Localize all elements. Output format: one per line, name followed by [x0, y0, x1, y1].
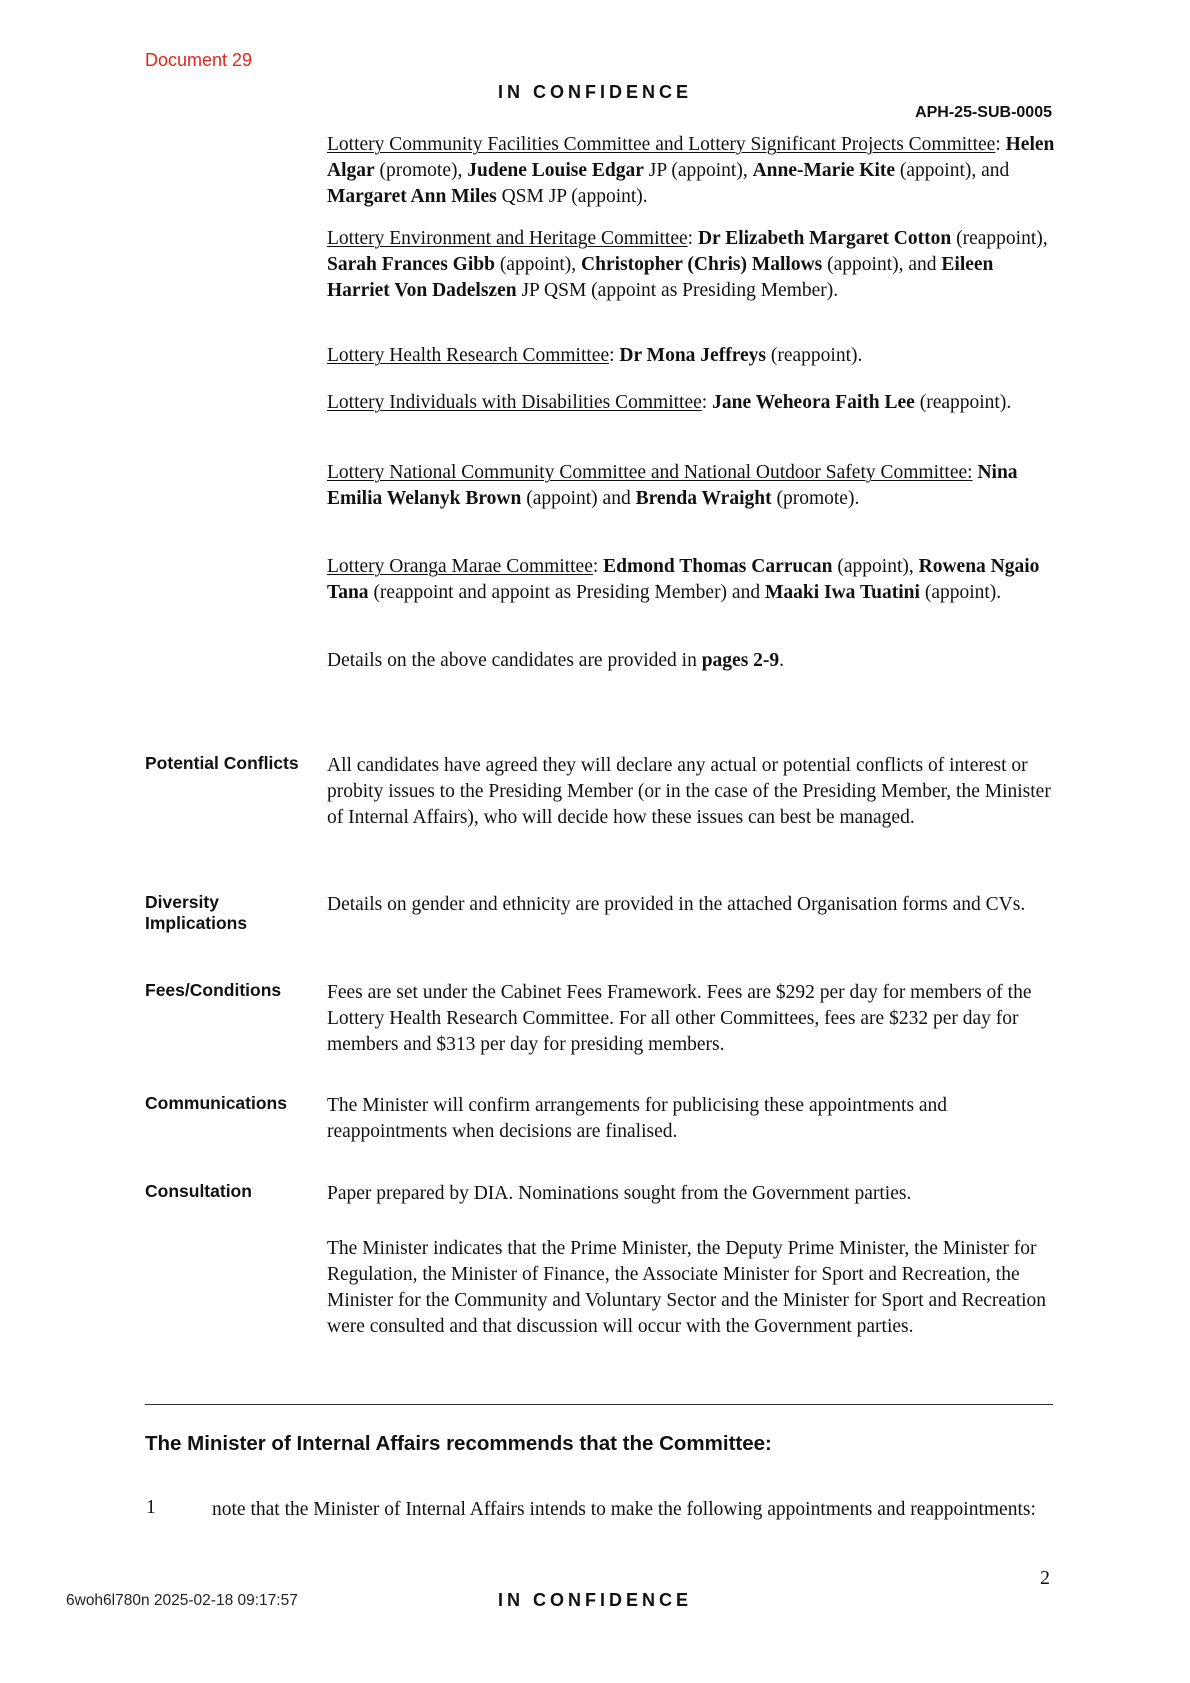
appointee-name: Eileen Harriet Von Dadelszen	[327, 254, 994, 301]
committee-paragraph: Lottery Oranga Marae Committee: Edmond Thomas Carrucan (appoint), Rowena Ngaio Tana (reappoint and appoint as Presiding Member) and Maaki Iwa Tuatini (appoint).	[327, 556, 1040, 603]
confidence-footer: IN CONFIDENCE	[497, 1590, 692, 1610]
label-diversity-implications: Diversity Implications	[145, 892, 248, 933]
appointee-name: Dr Elizabeth Margaret Cotton	[697, 228, 952, 249]
diversity-text: Details on gender and ethnicity are provided in the attached Organisation forms and CVs.	[327, 894, 1026, 915]
appointee-name: Judene Louise Edgar	[467, 160, 644, 181]
appointee-name: Rowena Ngaio Tana	[327, 556, 1040, 603]
appointee-name: Sarah Frances Gibb	[327, 254, 495, 275]
document-label: Document 29	[145, 50, 253, 70]
appointee-name: Brenda Wraight	[635, 488, 772, 509]
committee-paragraph: Lottery Health Research Committee: Dr Mona Jeffreys (reappoint).	[327, 345, 863, 366]
label-communications: Communications	[145, 1093, 287, 1113]
committee-name: Lottery Community Facilities Committee and Lottery Significant Projects Committee	[327, 134, 996, 155]
committee-name: Lottery Health Research Committee	[327, 345, 610, 366]
details-paragraph	[327, 648, 1057, 674]
recommendation-number: 1	[146, 1497, 156, 1518]
consultation-text-2: The Minister indicates that the Prime Minister, the Deputy Prime Minister, the Minister for Regulation, the Minister of Finance, the Associate Minister for Sport and Recreation, the Minister for the Community and Voluntary Sector and the Minister for Sport and Recreation were consulted and that discussion will occur with the Government parties.	[327, 1238, 1047, 1337]
footer-id-timestamp: 6woh6l780n 2025-02-18 09:17:57	[66, 1592, 298, 1609]
recommendation-heading: The Minister of Internal Affairs recommends that the Committee:	[145, 1432, 772, 1455]
committee-paragraph: Lottery National Community Committee and National Outdoor Safety Committee: Nina Emilia Welanyk Brown (appoint) and Brenda Wraight (promote).	[327, 462, 1018, 509]
confidence-header: IN CONFIDENCE	[497, 82, 692, 102]
committee-paragraph: Lottery Environment and Heritage Committee: Dr Elizabeth Margaret Cotton (reappoint), Sarah Frances Gibb (appoint), Christopher (Chris) Mallows (appoint), and Eileen Harriet Von Dadelszen JP QSM (appoint as Presiding Member).	[327, 228, 1048, 301]
appointee-name: Maaki Iwa Tuatini	[764, 582, 920, 603]
recommendation-text: note that the Minister of Internal Affairs intends to make the following appointments and reappointments:	[212, 1499, 1036, 1520]
section-divider	[145, 1404, 1053, 1405]
committee-name: Lottery Oranga Marae Committee	[327, 556, 593, 577]
appointee-name: Nina Emilia Welanyk Brown	[327, 462, 1018, 509]
details-pages: pages 2-9	[701, 650, 780, 671]
label-fees-conditions: Fees/Conditions	[145, 980, 282, 1000]
appointee-name: Christopher (Chris) Mallows	[581, 254, 823, 275]
committee-paragraph: Lottery Individuals with Disabilities Committee: Jane Weheora Faith Lee (reappoint).	[327, 392, 1012, 413]
details-end: .	[779, 650, 785, 671]
consultation-text: Paper prepared by DIA. Nominations sought from the Government parties.	[327, 1183, 912, 1204]
appointee-name: Edmond Thomas Carrucan	[603, 556, 833, 577]
committee-name: Lottery Individuals with Disabilities Committee	[327, 392, 702, 413]
fees-text: Fees are set under the Cabinet Fees Framework. Fees are $292 per day for members of the Lottery Health Research Committee. For all other Committees, fees are $232 per day for members and $313 per day for presiding members.	[327, 982, 1032, 1055]
appointee-name: Jane Weheora Faith Lee	[712, 392, 915, 413]
label-consultation: Consultation	[145, 1181, 252, 1201]
committee-name: Lottery Environment and Heritage Committee	[327, 228, 688, 249]
document-reference: APH-25-SUB-0005	[915, 104, 1052, 121]
details-text: Details on the above candidates are provided in	[327, 650, 702, 671]
committee-paragraph: Lottery Community Facilities Committee and Lottery Significant Projects Committee: Helen Algar (promote), Judene Louise Edgar JP (appoint), Anne-Marie Kite (appoint), and Margaret Ann Miles QSM JP (appoint).	[327, 134, 1055, 207]
appointee-name: Helen Algar	[327, 134, 1055, 181]
appointee-name: Dr Mona Jeffreys	[619, 345, 766, 366]
page-number: 2	[1040, 1567, 1050, 1589]
conflicts-text: All candidates have agreed they will declare any actual or potential conflicts of interest or probity issues to the Presiding Member (or in the case of the Presiding Member, the Minister of Internal Affairs), who will decide how these issues can best be managed.	[327, 755, 1051, 828]
committee-name: Lottery National Community Committee and National Outdoor Safety Committee:	[327, 462, 973, 483]
label-potential-conflicts: Potential Conflicts	[145, 753, 299, 773]
appointee-name: Anne-Marie Kite	[752, 160, 896, 181]
communications-text: The Minister will confirm arrangements for publicising these appointments and reappointments when decisions are finalised.	[327, 1095, 948, 1142]
appointee-name: Margaret Ann Miles	[327, 186, 497, 207]
